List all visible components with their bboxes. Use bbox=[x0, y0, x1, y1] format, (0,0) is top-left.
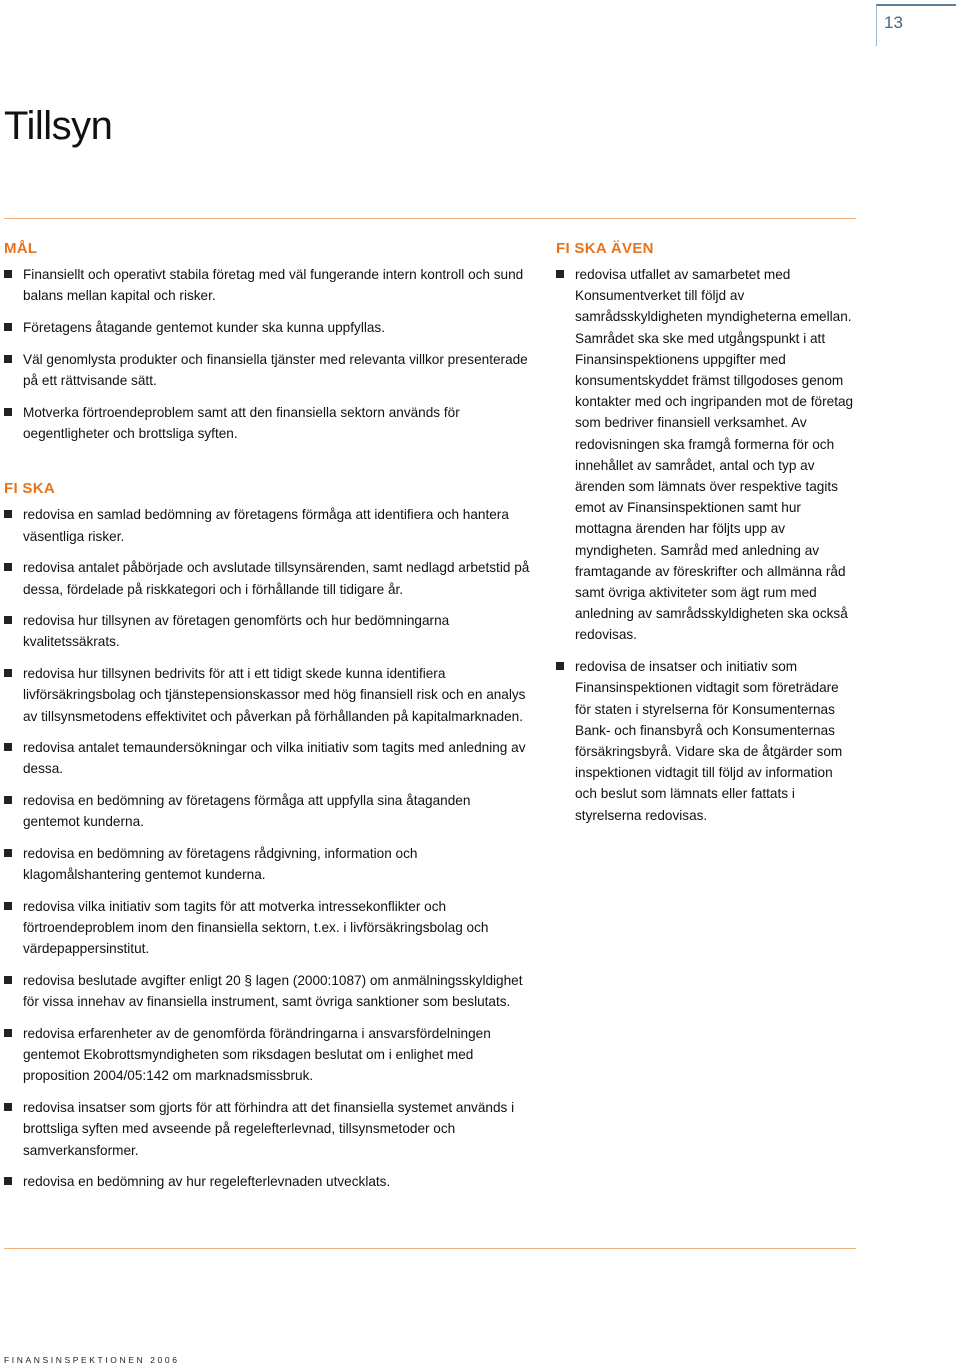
mal-item: Motverka förtroendeproblem samt att den finansiella sektorn används för oegentligheter och brottsliga syften. bbox=[4, 402, 530, 444]
footer-publisher: FINANSINSPEKTIONEN 2006 bbox=[4, 1355, 180, 1365]
fi-ska-aven-item: redovisa utfallet av samarbetet med Konsumentverket till följd av samrådsskyldigheten myndigheterna emellan. Samrådet ska ske med utgångspunkt i att Finansinspektionens uppgifter med konsumentskyddet främst tillgodoses genom kontakter med och ingripanden mot de företag som bedriver finansiell verksamhet. Av redovisningen ska framgå formerna för och innehållet av samrådet, antal och typ av ärenden som lämnats över respektive tagits emot av Finansinspektionen samt hur mottagna ärenden har följts upp av myndigheten. Samråd med anledning av framtagande av föreskrifter och allmänna råd samt övriga aktiviteter som ägt rum med anledning av samrådsskyldigheten ska också redovisas. bbox=[556, 264, 856, 646]
fi-ska-aven-list bbox=[556, 264, 856, 826]
square-bullet-icon bbox=[4, 849, 12, 857]
page-number-box bbox=[876, 4, 956, 46]
square-bullet-icon bbox=[4, 1103, 12, 1111]
square-bullet-icon bbox=[4, 323, 12, 331]
fi-ska-aven-heading: FI SKA ÄVEN bbox=[556, 240, 654, 257]
mal-item: Finansiellt och operativt stabila företag med väl fungerande intern kontroll och sund balans mellan kapital och risker. bbox=[4, 264, 530, 306]
fi-ska-item: redovisa en bedömning av företagens förmåga att uppfylla sina åtaganden gentemot kunderna. bbox=[4, 790, 530, 832]
square-bullet-icon bbox=[4, 669, 12, 677]
fi-ska-item: redovisa hur tillsynen av företagen genomförts och hur bedömningarna kvalitetssäkrats. bbox=[4, 610, 530, 652]
fi-ska-item: redovisa hur tillsynen bedrivits för att i ett tidigt skede kunna identifiera livförsäkringsbolag och tjänstepensionskassor med hög finansiell risk och en analys av tillsynsmetodens effektivitet och påverkan på förhållanden på kapitalmarknaden. bbox=[4, 663, 530, 727]
square-bullet-icon bbox=[556, 662, 564, 670]
page-number: 13 bbox=[884, 13, 903, 32]
square-bullet-icon bbox=[4, 1029, 12, 1037]
square-bullet-icon bbox=[4, 270, 12, 278]
left-column bbox=[4, 240, 530, 1203]
top-divider bbox=[4, 218, 856, 219]
mal-item: Företagens åtagande gentemot kunder ska kunna uppfyllas. bbox=[4, 317, 530, 338]
fi-ska-item: redovisa beslutade avgifter enligt 20 § lagen (2000:1087) om anmälningsskyldighet för vissa innehav av finansiella instrument, samt övriga sanktioner som beslutats. bbox=[4, 970, 530, 1012]
fi-ska-item: redovisa vilka initiativ som tagits för att motverka intressekonflikter och förtroendeproblem inom den finansiella sektorn, t.ex. i livförsäkringsbolag och värdepappersinstitut. bbox=[4, 896, 530, 960]
square-bullet-icon bbox=[4, 355, 12, 363]
fi-ska-item: redovisa en bedömning av företagens rådgivning, information och klagomålshantering gentemot kunderna. bbox=[4, 843, 530, 885]
fi-ska-item: redovisa erfarenheter av de genomförda förändringarna i ansvarsfördelningen gentemot Ekobrottsmyndigheten som riksdagen beslutat om i enlighet med proposition 2004/05:142 om marknadsmissbruk. bbox=[4, 1023, 530, 1087]
square-bullet-icon bbox=[4, 510, 12, 518]
square-bullet-icon bbox=[4, 902, 12, 910]
fi-ska-item: redovisa en bedömning av hur regelefterlevnaden utvecklats. bbox=[4, 1171, 530, 1192]
bottom-divider bbox=[4, 1248, 856, 1249]
square-bullet-icon bbox=[4, 563, 12, 571]
square-bullet-icon bbox=[556, 270, 564, 278]
square-bullet-icon bbox=[4, 976, 12, 984]
fi-ska-list bbox=[4, 504, 530, 1192]
square-bullet-icon bbox=[4, 408, 12, 416]
fi-ska-item: redovisa antalet påbörjade och avslutade tillsynsärenden, samt nedlagd arbetstid på dessa, fördelade på riskkategori och i förhållande till tidigare år. bbox=[4, 557, 530, 599]
fi-ska-heading: FI SKA bbox=[4, 480, 55, 498]
mal-list bbox=[4, 264, 530, 444]
fi-ska-item: redovisa en samlad bedömning av företagens förmåga att identifiera och hantera väsentliga risker. bbox=[4, 504, 530, 546]
right-column bbox=[556, 240, 856, 836]
square-bullet-icon bbox=[4, 616, 12, 624]
square-bullet-icon bbox=[4, 743, 12, 751]
mal-heading: MÅL bbox=[4, 240, 38, 257]
fi-ska-item: redovisa insatser som gjorts för att förhindra att det finansiella systemet används i brottsliga syften med avseende på regelefterlevnad, tillsynsmetoder och samverkansformer. bbox=[4, 1097, 530, 1161]
page-title: Tillsyn bbox=[4, 104, 113, 148]
fi-ska-item: redovisa antalet temaundersökningar och vilka initiativ som tagits med anledning av dessa. bbox=[4, 737, 530, 779]
mal-item: Väl genomlysta produkter och finansiella tjänster med relevanta villkor presenterade på ett rättvisande sätt. bbox=[4, 349, 530, 391]
square-bullet-icon bbox=[4, 796, 12, 804]
square-bullet-icon bbox=[4, 1177, 12, 1185]
fi-ska-aven-item: redovisa de insatser och initiativ som Finansinspektionen vidtagit som företrädare för staten i styrelserna för Konsumenternas Bank- och finansbyrå och Konsumenternas försäkringsbyrå. Vidare ska de åtgärder som inspektionen vidtagit till följd av information och beslut som lämnats eller fattats i styrelserna redovisas. bbox=[556, 656, 856, 826]
